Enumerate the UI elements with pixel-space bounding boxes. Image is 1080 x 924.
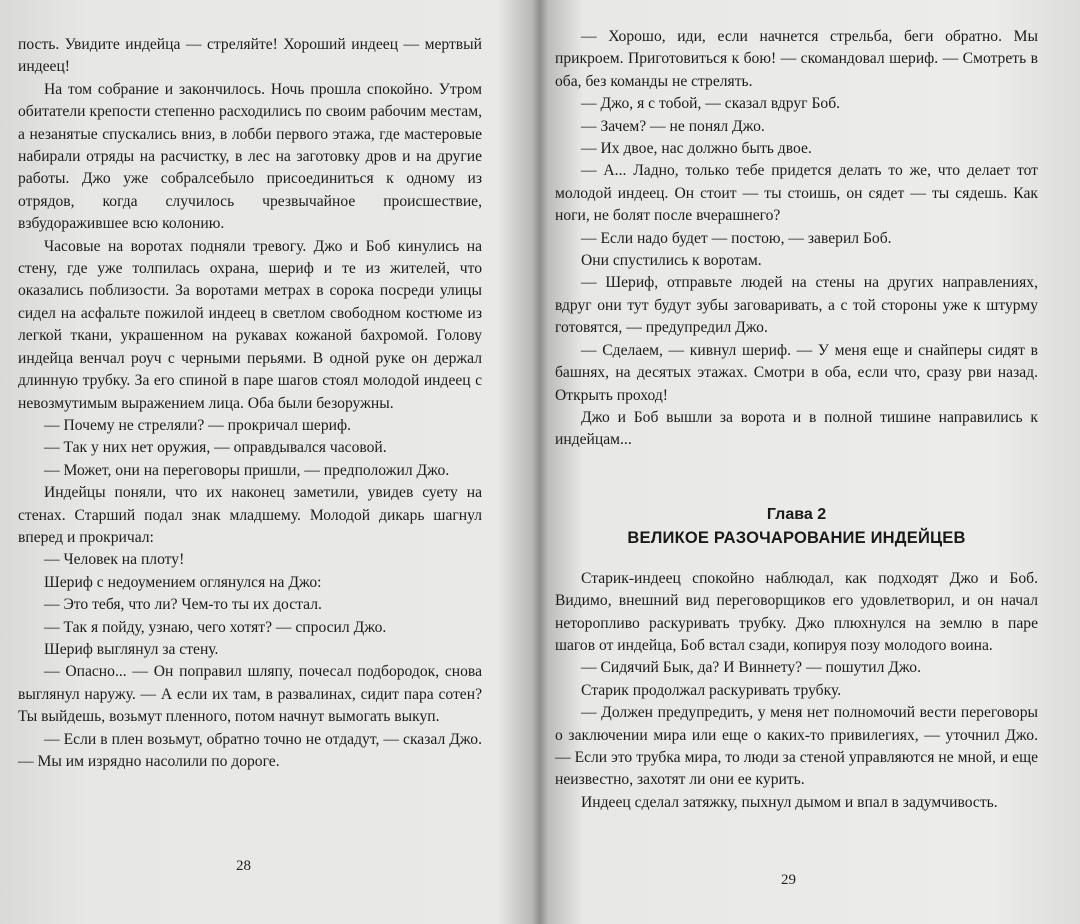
right-page-text-bottom [555, 568, 1038, 814]
page-number-left: 28 [236, 858, 251, 874]
paragraph: — Так у них нет оружия, — оправдывался часовой. [44, 439, 387, 457]
paragraph: — Шериф, отправьте людей на стены на других направлениях, вдруг они тут будут зубы заговаривать, а с той стороны уже к штурму готовятся, — предупредил Джо. [555, 274, 1038, 337]
paragraph: Шериф с недоумением оглянулся на Джо: [44, 573, 322, 591]
paragraph: Джо и Боб вышли за ворота и в полной тишине направились к индейцам... [555, 408, 1038, 449]
chapter-heading [555, 504, 1038, 550]
paragraph: Часовые на воротах подняли тревогу. Джо и Боб кинулись на стену, где уже толпилась охрана, шериф и те из жителей, что оказались поблизости. За воротами метрах в сорока посреди улицы сидел на асфальте пожилой индеец в светлом свободном костюме из легкой ткани, украшенном на рукавах кожаной бахромой. Голову индейца венчал роуч с черными перьями. В одной руке он держал длинную трубку. За его спиной в паре шагов стоял молодой индеец с невозмутимым выражением лица. Оба были безоружны. [18, 237, 482, 412]
paragraph: — Хорошо, иди, если начнется стрельба, беги обратно. Мы прикроем. Приготовиться к бою! — скомандовал шериф. — Смотреть в оба, без команды не стрелять. [555, 28, 1038, 90]
paragraph: — Зачем? — не понял Джо. [581, 117, 765, 135]
paragraph: Шериф выглянул за стену. [44, 640, 219, 658]
paragraph: — Почему не стреляли? — прокричал шериф. [44, 416, 351, 434]
paragraph: — А... Ладно, только тебе придется делать то же, что делает тот молодой индеец. Он стоит — ты стоишь, он сядет — ты сядешь. Как ноги, не болят после вчерашнего? [555, 162, 1038, 225]
paragraph: — Так я пойду, узнаю, чего хотят? — спросил Джо. [44, 618, 387, 636]
paragraph: Они спустились к воротам. [581, 252, 762, 270]
paragraph: На том собрание и закончилось. Ночь прошла спокойно. Утром обитатели крепости степенно расходились по своим рабочим местам, а незанятые спускались вниз, в лобби первого этажа, где мастеровые набирали отряды на расчистку, в лес на заготовку дров и на другие работы. Джо уже собралсебыло присоединиться к одному из отрядов, когда случилось чрезвычайное происшествие, взбудоражившее всю колонию. [18, 80, 482, 233]
right-page [545, 0, 1080, 924]
paragraph: — Джо, я с тобой, — сказал вдруг Боб. [581, 95, 841, 113]
left-page [0, 0, 520, 924]
paragraph: — Их двое, нас должно быть двое. [581, 140, 812, 158]
right-page-text-top [555, 26, 1038, 452]
paragraph: — Может, они на переговоры пришли, — предположил Джо. [44, 461, 450, 479]
paragraph: Индейцы поняли, что их наконец заметили, увидев суету на стенах. Старший подал знак младшему. Молодой дикарь шагнул вперед и прокричал: [18, 484, 482, 546]
paragraph: — Должен предупредить, у меня нет полномочий вести переговоры о заключении мира или еще о каких-то привилегиях, — уточнил Джо. — Если это трубка мира, то люди за стеной управляются не мной, и еще неизвестно, захотят ли они ее курить. [555, 704, 1038, 789]
paragraph: — Если надо будет — постою, — заверил Боб. [581, 229, 892, 247]
paragraph: пость. Увидите индейца — стреляйте! Хороший индеец — мертвый индеец! [18, 36, 482, 76]
page-number-right: 29 [781, 872, 796, 888]
paragraph: — Это тебя, что ли? Чем-то ты их достал. [44, 596, 322, 614]
paragraph: — Сидячий Бык, да? И Виннету? — пошутил Джо. [581, 659, 921, 677]
chapter-title: ВЕЛИКОЕ РАЗОЧАРОВАНИЕ ИНДЕЙЦЕВ [627, 528, 966, 547]
left-page-text [18, 34, 482, 773]
paragraph: — Если в плен возьмут, обратно точно не отдадут, — сказал Джо. — Мы им изрядно насолили по дороге. [18, 730, 482, 770]
paragraph: Индеец сделал затяжку, пыхнул дымом и впал в задумчивость. [581, 793, 998, 811]
paragraph: — Человек на плоту! [44, 551, 185, 569]
paragraph: — Опасно... — Он поправил шляпу, почесал подбородок, снова выглянул наружу. — А если их там, в развалинах, сидит пара сотен? Ты выйдешь, возьмут пленного, потом начнут вымогать выкуп. [18, 663, 482, 726]
paragraph: Старик продолжал раскуривать трубку. [581, 681, 842, 699]
chapter-number: Глава 2 [766, 505, 827, 523]
paragraph: — Сделаем, — кивнул шериф. — У меня еще и снайперы сидят в башнях, на десятых этажах. Смотри в оба, если что, сразу рви назад. Открыть проход! [555, 341, 1038, 404]
paragraph: Старик-индеец спокойно наблюдал, как подходят Джо и Боб. Видимо, внешний вид переговорщиков его удовлетворил, и он начал неторопливо раскуривать трубку. Джо плюхнулся на землю в паре шагов от индейца, Боб встал сзади, копируя позу молодого воина. [555, 569, 1038, 654]
